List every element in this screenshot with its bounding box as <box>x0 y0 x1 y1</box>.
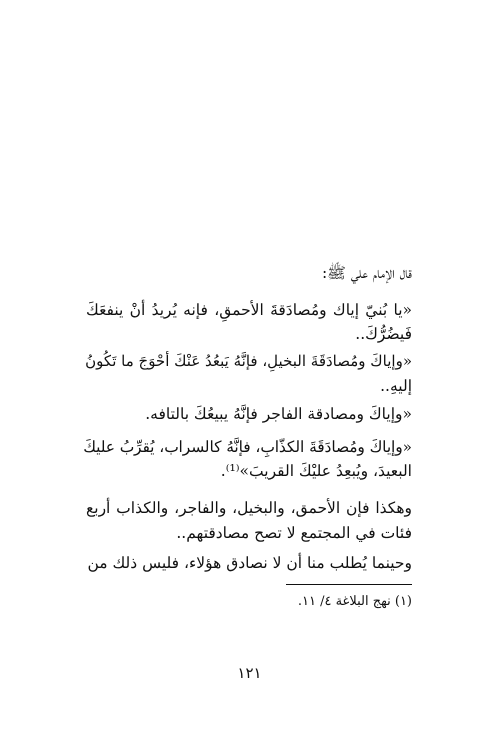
page-number: ١٢١ <box>237 664 262 682</box>
paragraph-2-line-2: إليهِ.. <box>380 377 412 395</box>
footnote-separator <box>286 584 412 585</box>
footnote: (١) نهج البلاغة ٤/ ١١. <box>297 594 412 609</box>
paragraph-3-line-1: «وإياكَ ومصادقة الفاجر فإنَّهُ يبيعُكَ بالتافه. <box>145 405 412 423</box>
paragraph-1-line-1: «يا بُنيّ إياك ومُصادَقةَ الأحمقِ، فإنه يُريدُ أنْ ينفعَكَ <box>86 301 412 319</box>
paragraph-1-line-2: فَيضُرُّكَ.. <box>355 325 412 343</box>
paragraph-6-line-1: وحينما يُطلب منا أن لا نصادق هؤلاء، فليس ذلك من <box>87 554 412 572</box>
paragraph-4-line-1: «وإياكَ ومُصادَقَةَ الكذّابِ، فإنَّهُ كالسراب، يُقرِّبُ عليكَ <box>83 438 412 456</box>
paragraph-2-line-1: «وإياكَ ومُصادَقَةَ البخيلِ، فإنَّهُ يَبعُدُ عَنْكَ أحْوَجَ ما تَكُونُ <box>85 352 412 370</box>
heading-line: قال الإمام علي ﷺ: <box>321 264 412 282</box>
paragraph-5-line-1: وهكذا فإن الأحمق، والبخيل، والفاجر، والكذاب أربع <box>86 499 412 517</box>
paragraph-4-line-2: البعيدَ، ويُبعِدُ عليْكَ القريبَ»⁽¹⁾. <box>220 462 412 480</box>
paragraph-5-line-2: فئات في المجتمع لا تصح مصادقتهم.. <box>176 524 412 542</box>
